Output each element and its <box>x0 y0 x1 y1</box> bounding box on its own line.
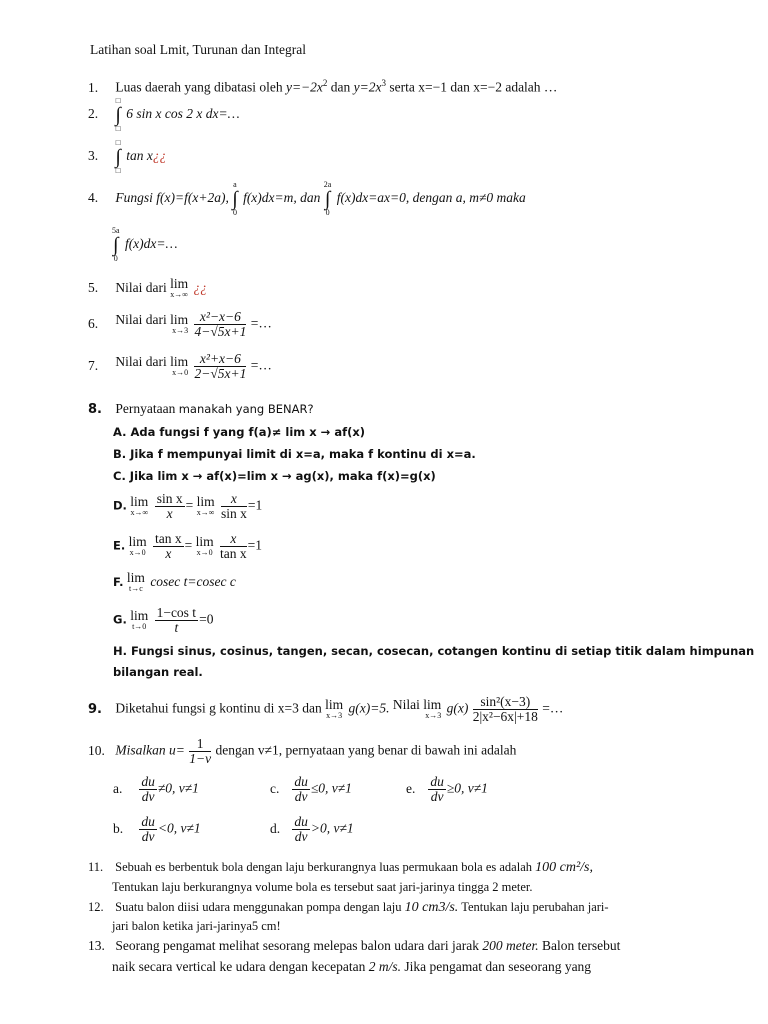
q10-option-c: c. $\frac{du}{dv}$ ≤0, v≠1 <box>270 774 352 804</box>
q11-number: 11. <box>88 860 104 874</box>
q5-broken-glyphs: ¿¿ <box>193 280 207 296</box>
question-6 <box>88 310 272 339</box>
q8-option-e: E. lim x→0 $\frac{\text{tan x}}{x}$ = lim x→0 $\frac{x}{\text{tan x}}$ =1 <box>113 531 263 561</box>
q11-value: 100 cm²/s, <box>535 860 593 875</box>
question-2 <box>88 96 240 134</box>
question-4-cont <box>112 226 178 264</box>
q9-tail: =… <box>542 700 564 716</box>
q8-d-frac1: $\frac{\text{sin x}}{x}$ <box>156 491 183 521</box>
q7-fraction: $\frac{\text{x²+x−6}}{2-√5x+1}$ <box>194 351 247 381</box>
q5-limit: lim x→∞ <box>170 276 189 299</box>
q8-option-h-line2: bilangan real. <box>113 665 203 679</box>
q1-rest: serta x=−1 dan x=−2 adalah … <box>389 79 558 95</box>
question-8 <box>88 401 314 418</box>
q7-tail: =… <box>250 357 272 373</box>
q13-part-a: Seorang pengamat melihat sesorang melepas balon udara dari jarak <box>115 938 479 953</box>
q13-number: 13. <box>88 938 105 953</box>
question-10 <box>88 737 516 766</box>
q10-part-b: dengan v≠1, pernyataan yang benar di bawah ini adalah <box>215 742 517 758</box>
question-4 <box>88 180 526 218</box>
q12-value: 10 cm3/s. <box>404 900 459 915</box>
q8-d-lim1: lim x→∞ <box>130 493 149 517</box>
q11-line2: Tentukan laju berkurangnya volume bola es tersebut saat jari-jarinya tingga 2 meter. <box>112 880 533 894</box>
q2-number: 2. <box>88 106 99 122</box>
q8-e-label: E. <box>113 538 126 553</box>
q8-e-tail: =1 <box>247 537 263 553</box>
q1-sup2: 3 <box>381 78 387 88</box>
q8-g-tail: =0 <box>199 611 214 627</box>
q8-d-lim2: lim x→∞ <box>196 493 215 517</box>
question-12 <box>88 899 609 916</box>
q8-e-lim2: lim x→0 <box>195 533 214 557</box>
q7-number: 7. <box>88 357 99 373</box>
q8-e-frac1: $\frac{\text{tan x}}{x}$ <box>155 531 182 561</box>
q13-line2 <box>112 959 591 975</box>
q2-integral-sign: □ ∫ □ <box>115 96 121 133</box>
q1-eq2: y=2x <box>353 79 382 95</box>
q8-g-frac: $\frac{\text{1−cos t}}{t}$ <box>156 605 197 635</box>
q10-fraction: $\frac{1}{1-v}$ <box>189 736 212 766</box>
question-9 <box>88 695 563 724</box>
q12-number: 12. <box>88 900 104 914</box>
q8-number: 8. <box>88 402 102 417</box>
q4-integral-1: a ∫ 0 <box>232 180 238 217</box>
q8-option-h-line1: H. Fungsi sinus, cosinus, tangen, secan, cosecan, cotangen kontinu di setiap titik dalam himpunan <box>113 644 755 658</box>
q13-value: 200 meter. <box>482 938 539 953</box>
q5-text: Nilai dari <box>115 280 167 296</box>
q10-part-a: Misalkan u= <box>115 742 185 758</box>
q8-text: Pernyataan <box>115 401 176 416</box>
q6-tail: =… <box>250 315 272 331</box>
q8-option-d: D. lim x→∞ $\frac{\text{sin x}}{x}$ = lim x→∞ $\frac{x}{\text{sin x}}$ =1 <box>113 491 263 521</box>
q8-f-label: F. <box>113 575 124 590</box>
q8-option-f <box>113 572 236 594</box>
question-1 <box>88 75 557 96</box>
doc-title: Latihan soal Lmit, Turunan dan Integral <box>90 42 306 57</box>
q13-part-b: Balon tersebut <box>542 938 621 953</box>
q8-option-g <box>113 606 213 635</box>
q9-part-d: g(x) <box>446 700 469 716</box>
q12-part-b: Tentukan laju perubahan jari- <box>461 900 609 914</box>
q8-e-lim1: lim x→0 <box>128 533 147 557</box>
q8-option-a: A. Ada fungsi f yang f(a)≠ lim x → af(x) <box>113 425 366 439</box>
q4-integral-2: 2a ∫ 0 <box>323 180 332 217</box>
q8-option-b: B. Jika f mempunyai limit di x=a, maka f kontinu di x=a. <box>113 447 476 461</box>
q9-fraction: $\frac{\text{sin²(x−3)}}{\text{2|x²−6x|+18}}$ <box>472 694 538 724</box>
q8-e-frac2: $\frac{x}{\text{tan x}}$ <box>220 531 247 561</box>
q8-f-lim: lim t→c <box>126 570 145 593</box>
q3-broken-glyphs: ¿¿ <box>152 148 167 164</box>
q8-d-label: D. <box>113 498 127 513</box>
q8-g-lim: lim t→0 <box>130 607 149 631</box>
q12-line2: jari balon ketika jari-jarinya5 cm! <box>112 919 281 933</box>
q13-part-c: naik secara vertical ke udara dengan kecepatan <box>112 959 366 974</box>
question-11 <box>88 859 593 876</box>
q6-fraction: $\frac{\text{x²−x−6}}{4-√5x+1}$ <box>194 309 247 339</box>
question-3 <box>88 138 166 176</box>
question-13 <box>88 938 620 954</box>
q10-option-a: a. $\frac{du}{dv}$ ≠0, v≠1 <box>113 774 199 804</box>
q8-g-label: G. <box>113 612 127 627</box>
q1-eq1: y=−2x <box>285 79 323 95</box>
question-5 <box>88 278 207 300</box>
q13-part-d: Jika pengamat dan seseorang yang <box>404 959 592 974</box>
q4-part-c: f(x)dx=ax=0, dengan a, m≠0 maka <box>336 190 526 206</box>
q8-d-frac2: $\frac{x}{\text{sin x}}$ <box>220 491 247 521</box>
question-7 <box>88 352 272 381</box>
q9-limit-1: lim x→3 <box>325 696 344 720</box>
q1-sup1: 2 <box>322 78 328 88</box>
q8-text-b: manakah yang BENAR? <box>178 402 314 416</box>
q7-limit: Nilai dari lim x→0 <box>115 353 189 377</box>
q8-d-tail: =1 <box>247 497 263 513</box>
q10-number: 10. <box>88 742 105 758</box>
q4-part-b: f(x)dx=m, dan <box>243 190 321 206</box>
q10-option-d: d. $\frac{du}{dv}$ >0, v≠1 <box>270 814 354 844</box>
q9-number: 9. <box>88 701 102 717</box>
q11-part-a: Sebuah es berbentuk bola dengan laju berkurangnya luas permukaan bola es adalah <box>115 860 532 874</box>
q1-number: 1. <box>88 79 99 95</box>
q2-expression: 6 sin x cos 2 x dx=… <box>126 106 240 122</box>
q6-number: 6. <box>88 315 99 331</box>
q4-part-d: f(x)dx=… <box>124 236 178 252</box>
q12-part-a: Suatu balon diisi udara menggunakan pompa dengan laju <box>115 900 402 914</box>
q13-value2: 2 m/s. <box>368 959 401 974</box>
q3-integral-sign: □ ∫ □ <box>115 138 121 175</box>
q9-limit-2: Nilai lim x→3 <box>392 696 442 720</box>
q10-option-b: b. $\frac{du}{dv}$ <0, v≠1 <box>113 814 201 844</box>
q1-text: Luas daerah yang dibatasi oleh <box>115 79 283 95</box>
q5-number: 5. <box>88 280 99 296</box>
q9-part-a: Diketahui fungsi g kontinu di x=3 dan <box>115 700 322 716</box>
q10-option-e: e. $\frac{du}{dv}$ ≥0, v≠1 <box>406 774 488 804</box>
q8-f-text: cosec t=cosec c <box>150 574 236 590</box>
q3-expression: tan x <box>126 148 153 164</box>
q4-part-a: Fungsi f(x)=f(x+2a), <box>115 190 229 206</box>
q8-option-c: C. Jika lim x → af(x)=lim x → ag(x), maka f(x)=g(x) <box>113 469 436 483</box>
q3-number: 3. <box>88 148 99 164</box>
q4-integral-3: 5a ∫ 0 <box>112 226 120 263</box>
q9-part-b: g(x)=5. <box>348 700 390 716</box>
q6-limit: Nilai dari lim x→3 <box>115 311 189 335</box>
q1-and: dan <box>330 79 351 95</box>
q4-number: 4. <box>88 190 99 206</box>
